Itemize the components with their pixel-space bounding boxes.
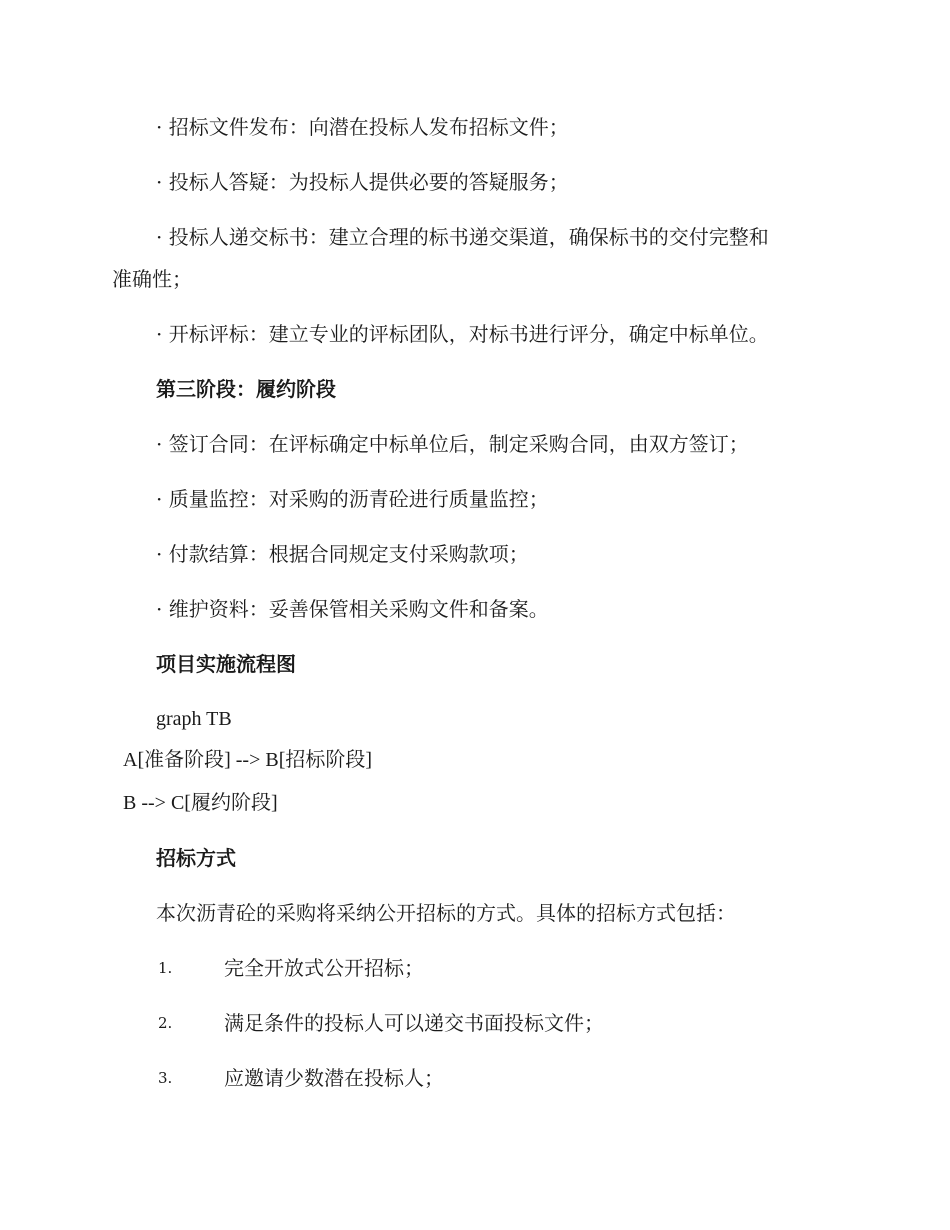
bullet-bidder-qa: · 投标人答疑：为投标人提供必要的答疑服务； [156, 170, 569, 194]
list-item-text: 应邀请少数潜在投标人； [224, 1066, 444, 1090]
bullet-sign-contract: · 签订合同：在评标确定中标单位后，制定采购合同，由双方签订； [156, 432, 749, 456]
bullet-bid-doc-release: · 招标文件发布：向潜在投标人发布招标文件； [156, 115, 569, 139]
flowchart-code-line-2: A[准备阶段] --> B[招标阶段] [123, 749, 373, 771]
method-intro: 本次沥青砼的采购将采纳公开招标的方式。具体的招标方式包括： [156, 901, 736, 925]
list-item-text: 完全开放式公开招标； [224, 956, 424, 980]
list-item-number: 1. [158, 959, 173, 977]
list-item-number: 2. [158, 1014, 173, 1032]
bullet-maintain-records: · 维护资料：妥善保管相关采购文件和备案。 [156, 597, 549, 621]
bullet-quality-monitoring: · 质量监控：对采购的沥青砼进行质量监控； [156, 487, 549, 511]
list-item-number: 3. [158, 1069, 173, 1087]
list-item-text: 满足条件的投标人可以递交书面投标文件； [224, 1011, 604, 1035]
flowchart-code-line-3: B --> C[履约阶段] [123, 792, 278, 814]
flowchart-code-line-1: graph TB [156, 708, 232, 730]
bullet-bid-opening-evaluation: · 开标评标：建立专业的评标团队，对标书进行评分，确定中标单位。 [156, 322, 769, 346]
method-heading: 招标方式 [156, 846, 236, 870]
bullet-bid-submission-continued: 准确性； [112, 267, 192, 291]
bullet-payment-settlement: · 付款结算：根据合同规定支付采购款项； [156, 542, 529, 566]
bullet-bid-submission: · 投标人递交标书：建立合理的标书递交渠道，确保标书的交付完整和 [156, 225, 769, 249]
flowchart-heading: 项目实施流程图 [156, 652, 296, 676]
stage3-heading: 第三阶段：履约阶段 [156, 377, 336, 401]
